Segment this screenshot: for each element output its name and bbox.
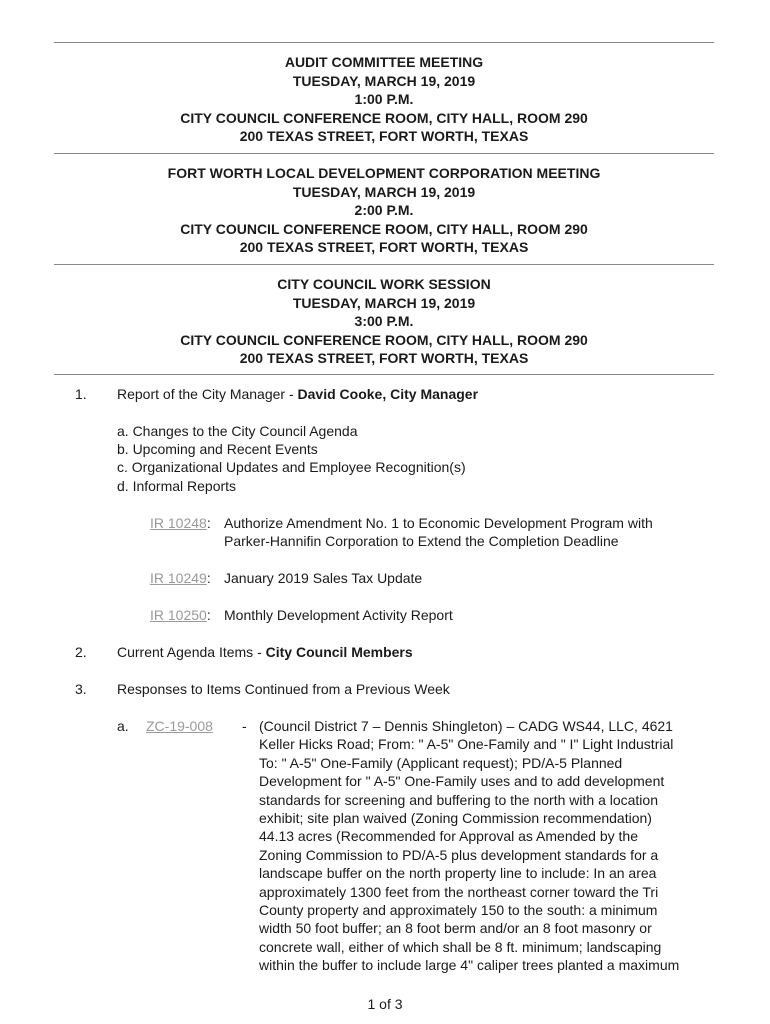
- report-link[interactable]: IR 10250: [150, 607, 207, 623]
- description-line: County property and approximately 150 to the south: a minimum: [259, 902, 658, 919]
- report-separator: :: [206, 607, 211, 623]
- agenda-item-number: 2.: [75, 644, 87, 660]
- description-line: To: " A-5" One-Family (Applicant request); PD/A-5 Planned: [259, 754, 623, 771]
- description-line: Keller Hicks Road; From: " A-5" One-Family and " I" Light Industrial: [259, 736, 674, 753]
- report-description: Monthly Development Activity Report: [224, 607, 453, 623]
- meeting-header-ldc: [54, 164, 714, 257]
- meeting-title: CITY COUNCIL WORK SESSION: [277, 276, 491, 292]
- agenda-item-number: 1.: [75, 386, 87, 402]
- description-line: (Council District 7 – Dennis Shingleton) – CADG WS44, LLC, 4621: [259, 718, 673, 734]
- section-rule: [54, 264, 714, 265]
- zoning-case-description: [259, 717, 729, 975]
- meeting-title: AUDIT COMMITTEE MEETING: [284, 54, 484, 70]
- report-description: January 2019 Sales Tax Update: [224, 570, 423, 586]
- description-line: Zoning Commission to PD/A-5 plus development standards for a: [259, 846, 659, 863]
- zoning-case-link[interactable]: ZC-19-008: [146, 718, 213, 734]
- report-link[interactable]: IR 10248: [150, 515, 207, 531]
- meeting-location: CITY COUNCIL CONFERENCE ROOM, CITY HALL, ROOM 290: [180, 220, 588, 237]
- description-line: approximately 1300 feet from the northeast corner toward the Tri: [259, 883, 659, 900]
- description-line: within the buffer to include large 4" caliper trees planted a maximum: [259, 957, 680, 974]
- agenda-item-title: [117, 643, 413, 661]
- meeting-date: TUESDAY, MARCH 19, 2019: [292, 294, 476, 311]
- agenda-item-text: Report of the City Manager -: [117, 386, 298, 402]
- meeting-time: 1:00 P.M.: [354, 91, 414, 107]
- report-link[interactable]: IR 10249: [150, 570, 207, 586]
- informal-report-10250: [150, 606, 211, 624]
- meeting-header-audit: [54, 53, 714, 146]
- section-rule: [54, 374, 714, 375]
- meeting-location: CITY COUNCIL CONFERENCE ROOM, CITY HALL, ROOM 290: [180, 331, 588, 348]
- agenda-item-text: Current Agenda Items -: [117, 644, 266, 660]
- page-number: 1 of 3: [367, 996, 403, 1012]
- sub-item: c. Organizational Updates and Employee Recognition(s): [117, 459, 466, 475]
- meeting-date: TUESDAY, MARCH 19, 2019: [292, 183, 476, 200]
- sub-item-letter: a.: [117, 718, 129, 734]
- meeting-header-work-session: [54, 275, 714, 368]
- report-separator: :: [206, 515, 211, 531]
- report-line: Parker-Hannifin Corporation to Extend the Completion Deadline: [224, 533, 619, 549]
- report-description: [224, 514, 653, 550]
- meeting-time: 3:00 P.M.: [354, 313, 414, 329]
- agenda-item-number: 3.: [75, 681, 87, 697]
- description-line: landscape buffer on the north property line to include: In an area: [259, 865, 657, 882]
- meeting-title: FORT WORTH LOCAL DEVELOPMENT CORPORATION MEETING: [167, 165, 601, 181]
- sub-item-dash: -: [242, 718, 247, 734]
- informal-report-10249: [150, 569, 211, 587]
- description-line: Development for " A-5" One-Family uses and to add development: [259, 773, 665, 790]
- section-rule: [54, 153, 714, 154]
- description-line: concrete wall, either of which shall be 8 ft. minimum; landscaping: [259, 938, 662, 955]
- meeting-address: 200 TEXAS STREET, FORT WORTH, TEXAS: [239, 239, 529, 255]
- meeting-address: 200 TEXAS STREET, FORT WORTH, TEXAS: [239, 128, 529, 144]
- description-line: width 50 foot buffer; an 8 foot berm and/or an 8 foot masonry or: [259, 920, 652, 937]
- sub-item: a. Changes to the City Council Agenda: [117, 423, 358, 439]
- agenda-item-title: [117, 385, 478, 403]
- report-separator: :: [206, 570, 211, 586]
- meeting-location: CITY COUNCIL CONFERENCE ROOM, CITY HALL, ROOM 290: [180, 109, 588, 126]
- description-line: standards for screening and buffering to the north with a location: [259, 791, 658, 808]
- meeting-address: 200 TEXAS STREET, FORT WORTH, TEXAS: [239, 350, 529, 366]
- top-rule: [54, 42, 714, 43]
- agenda-item-presenter: City Council Members: [265, 644, 413, 660]
- agenda-item-presenter: David Cooke, City Manager: [297, 386, 479, 402]
- description-line: exhibit; site plan waived (Zoning Commission recommendation): [259, 810, 652, 827]
- meeting-date: TUESDAY, MARCH 19, 2019: [292, 72, 476, 89]
- sub-item: d. Informal Reports: [117, 478, 237, 494]
- meeting-time: 2:00 P.M.: [354, 202, 414, 218]
- informal-report-10248: [150, 514, 211, 532]
- sub-item: b. Upcoming and Recent Events: [117, 441, 318, 457]
- report-line: Authorize Amendment No. 1 to Economic Development Program with: [224, 515, 653, 531]
- agenda-item-title: Responses to Items Continued from a Previous Week: [117, 681, 450, 697]
- description-line: 44.13 acres (Recommended for Approval as Amended by the: [259, 828, 638, 845]
